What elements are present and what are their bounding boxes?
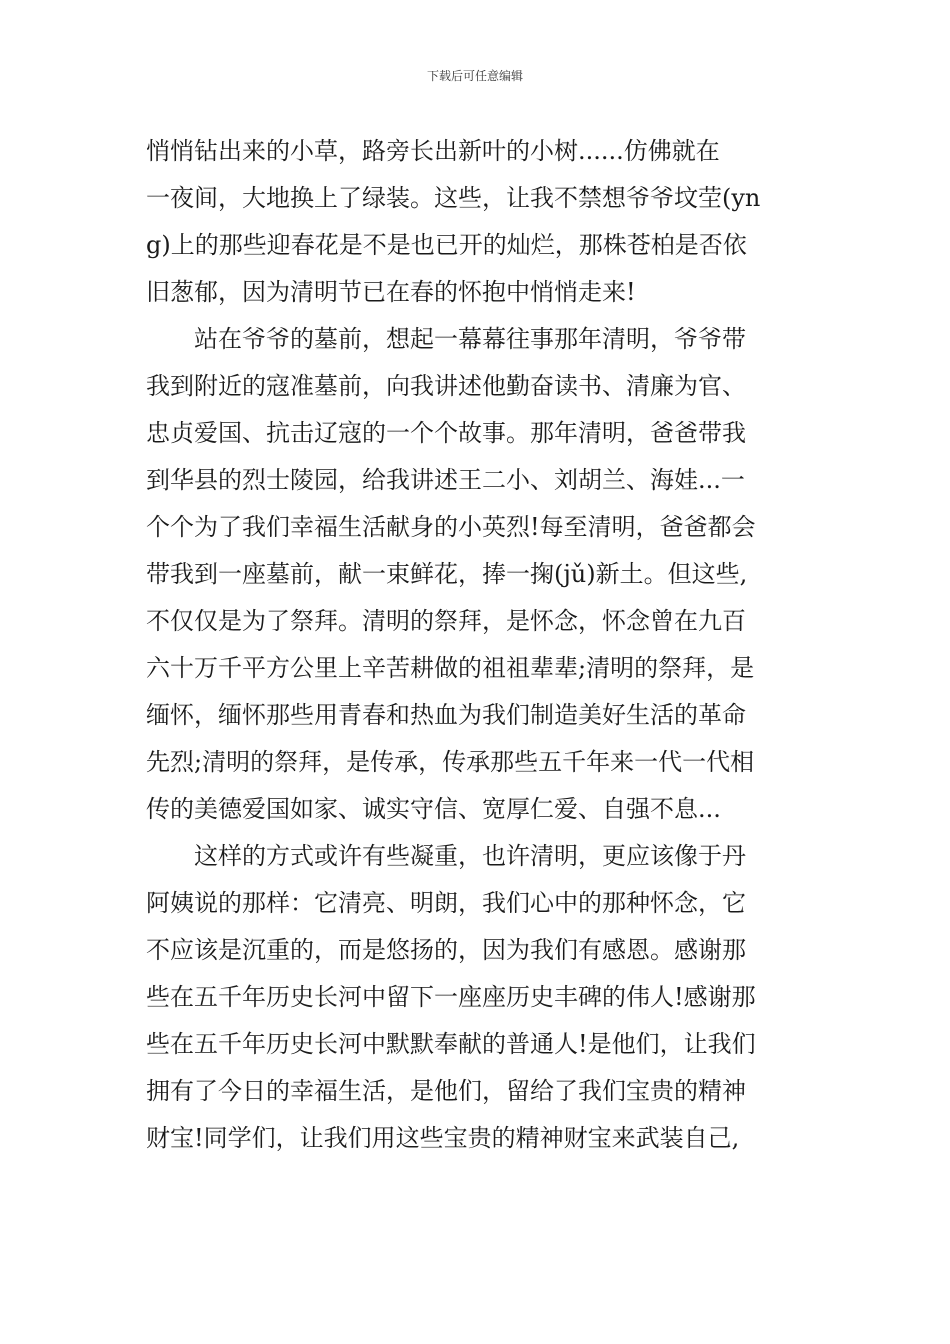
text-line: 财宝!同学们，让我们用这些宝贵的精神财宝来武装自己, (146, 1124, 740, 1152)
page-header: 下载后可任意编辑 (426, 69, 523, 83)
text-line: 站在爷爷的墓前，想起一幕幕往事那年清明，爷爷带 (146, 325, 746, 353)
text-line: 拥有了今日的幸福生活，是他们，留给了我们宝贵的精神 (146, 1077, 746, 1105)
text-line: 传的美德爱国如家、诚实守信、宽厚仁爱、自强不息... (146, 795, 721, 823)
text-line: 一夜间，大地换上了绿装。这些，让我不禁想爷爷坟茔(yn (146, 184, 761, 212)
text-line: 六十万千平方公里上辛苦耕做的祖祖辈辈;清明的祭拜，是 (146, 654, 755, 682)
text-line: g)上的那些迎春花是不是也已开的灿烂，那株苍柏是否依 (146, 231, 747, 259)
text-line: 旧葱郁，因为清明节已在春的怀抱中悄悄走来! (146, 278, 636, 306)
text-line: 缅怀，缅怀那些用青春和热血为我们制造美好生活的革命 (146, 701, 746, 729)
text-line: 我到附近的寇准墓前，向我讲述他勤奋读书、清廉为官、 (146, 372, 746, 400)
text-line: 阿姨说的那样：它清亮、明朗，我们心中的那种怀念，它 (146, 889, 746, 917)
text-line: 带我到一座墓前，献一束鲜花，捧一掬(jǔ)新土。但这些, (146, 560, 748, 588)
text-line: 到华县的烈士陵园，给我讲述王二小、刘胡兰、海娃...一 (146, 466, 745, 494)
text-line: 个个为了我们幸福生活献身的小英烈!每至清明，爸爸都会 (146, 513, 756, 541)
text-line: 忠贞爱国、抗击辽寇的一个个故事。那年清明，爸爸带我 (146, 419, 746, 447)
document-body (146, 128, 811, 1162)
text-line: 这样的方式或许有些凝重，也许清明，更应该像于丹 (146, 842, 746, 870)
text-line: 不仅仅是为了祭拜。清明的祭拜，是怀念，怀念曾在九百 (146, 607, 746, 635)
text-line: 些在五千年历史长河中留下一座座历史丰碑的伟人!感谢那 (146, 983, 756, 1011)
text-line: 些在五千年历史长河中默默奉献的普通人!是他们，让我们 (146, 1030, 756, 1058)
text-line: 悄悄钻出来的小草，路旁长出新叶的小树......仿佛就在 (146, 137, 720, 165)
text-line: 先烈;清明的祭拜，是传承，传承那些五千年来一代一代相 (146, 748, 755, 776)
text-line: 不应该是沉重的，而是悠扬的，因为我们有感恩。感谢那 (146, 936, 746, 964)
